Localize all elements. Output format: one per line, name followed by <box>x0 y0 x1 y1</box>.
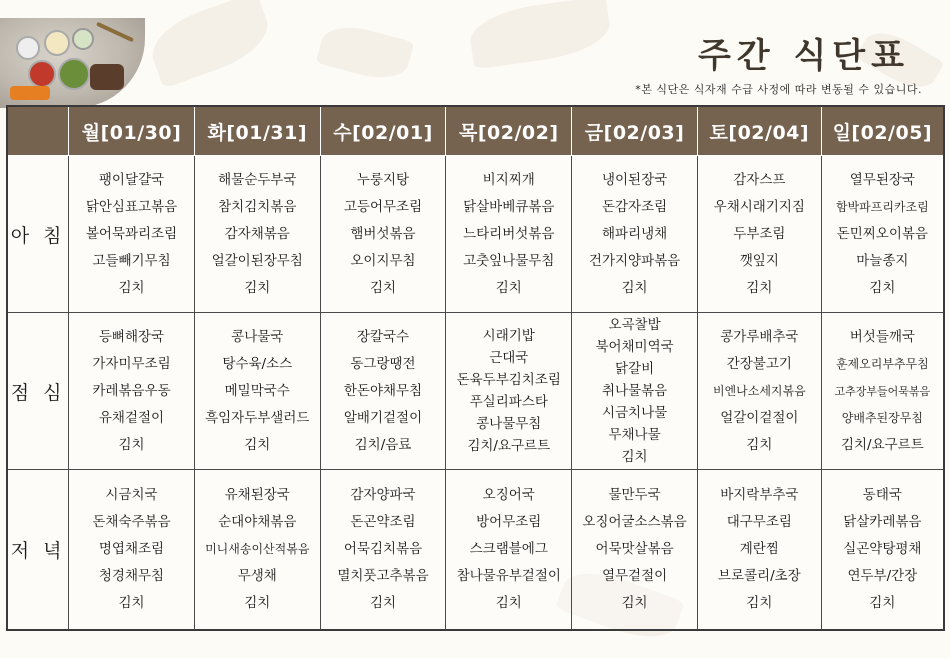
menu-item: 고추장부들어묵볶음 <box>834 384 931 398</box>
menu-item: 무채나물 <box>608 427 661 443</box>
menu-item: 흑임자두부샐러드 <box>205 409 310 426</box>
meal-row-lunch <box>7 313 944 470</box>
menu-item: 등뼈해장국 <box>98 328 165 345</box>
page-title: 주간 식단표 <box>697 36 910 76</box>
menu-item: 누룽지탕 <box>356 171 410 188</box>
menu-cell <box>320 470 446 630</box>
menu-cell <box>446 313 572 470</box>
menu-item: 김치 <box>869 279 896 296</box>
menu-item: 김치 <box>369 594 397 611</box>
menu-item: 닭안심표고볶음 <box>85 198 178 215</box>
menu-item: 바지락부추국 <box>720 486 799 503</box>
meal-label: 아 침 <box>7 156 69 313</box>
menu-cell <box>697 156 821 313</box>
menu-cell <box>697 470 821 630</box>
background-leaf <box>316 19 415 86</box>
menu-item: 어묵맛살볶음 <box>595 540 674 557</box>
menu-item: 가자미무조림 <box>92 355 171 372</box>
menu-cell <box>821 470 944 630</box>
menu-cell <box>572 313 698 470</box>
header-corner <box>7 106 69 156</box>
menu-item: 김치 <box>118 594 145 611</box>
menu-item: 돈채숙주볶음 <box>92 513 171 530</box>
menu-item: 대구무조림 <box>726 513 792 530</box>
menu-cell <box>69 313 195 470</box>
menu-item: 김치 <box>869 594 896 611</box>
menu-item: 방어무조림 <box>476 513 542 530</box>
menu-item: 순대야채볶음 <box>218 513 297 530</box>
food-plate-image <box>0 18 145 108</box>
notice-text: *본 식단은 식자재 수급 사정에 따라 변동될 수 있습니다. <box>635 83 922 96</box>
menu-item: 고춧잎나물무침 <box>463 252 555 269</box>
menu-item: 시금치나물 <box>601 405 668 421</box>
menu-item: 김치 <box>621 449 648 465</box>
menu-item: 깻잎지 <box>739 252 779 269</box>
menu-item: 김치 <box>369 279 397 296</box>
weekly-menu-table <box>6 105 945 631</box>
menu-item: 연두부/간장 <box>847 567 918 584</box>
day-header: 목[02/02] <box>446 106 572 156</box>
menu-item: 닭살바베큐볶음 <box>463 198 555 215</box>
background-leaf <box>467 0 613 69</box>
menu-cell <box>194 470 320 630</box>
menu-item: 알배기겉절이 <box>343 409 423 426</box>
menu-item: 멸치풋고추볶음 <box>337 567 429 584</box>
meal-label: 점 심 <box>7 313 69 470</box>
menu-item: 햄버섯볶음 <box>350 225 416 242</box>
menu-item: 해파리냉채 <box>601 225 668 242</box>
menu-item: 실곤약탕평채 <box>843 540 922 557</box>
menu-item: 콩나물국 <box>231 328 284 345</box>
menu-item: 양배추된장무침 <box>841 410 923 425</box>
menu-item: 콩나물무침 <box>476 416 542 432</box>
menu-item: 열무된장국 <box>849 171 915 188</box>
menu-item: 팽이달걀국 <box>98 171 165 188</box>
meal-row-breakfast <box>7 156 944 313</box>
meal-label: 저 녁 <box>7 470 69 630</box>
menu-cell <box>697 313 821 470</box>
menu-item: 김치/요구르트 <box>840 436 924 453</box>
menu-item: 해물순두부국 <box>218 171 297 188</box>
menu-item: 동태국 <box>862 486 902 503</box>
menu-item: 간장불고기 <box>726 355 792 372</box>
menu-item: 콩가루배추국 <box>720 328 799 345</box>
menu-item: 김치 <box>621 594 648 611</box>
menu-item: 참나물유부겉절이 <box>456 567 561 584</box>
menu-item: 스크램블에그 <box>469 540 548 557</box>
menu-item: 고등어무조림 <box>343 198 423 215</box>
menu-item: 무생채 <box>237 567 277 584</box>
menu-item: 미니새송이산적볶음 <box>205 541 310 556</box>
menu-item: 탕수육/소스 <box>222 355 293 372</box>
menu-item: 고들빼기무침 <box>92 252 171 269</box>
menu-item: 냉이된장국 <box>601 171 668 188</box>
menu-item: 어묵김치볶음 <box>343 540 423 557</box>
menu-cell <box>572 470 698 630</box>
menu-item: 푸실리파스타 <box>469 394 548 410</box>
menu-item: 물만두국 <box>608 486 661 503</box>
menu-item: 두부조림 <box>733 225 786 242</box>
menu-item: 비엔나소세지볶음 <box>712 383 806 398</box>
day-header: 토[02/04] <box>697 106 821 156</box>
menu-item: 김치 <box>244 279 271 296</box>
menu-item: 감자양파국 <box>350 486 416 503</box>
day-header: 월[01/30] <box>69 106 195 156</box>
menu-item: 감자스프 <box>733 171 786 188</box>
menu-item: 열무겉절이 <box>601 567 668 584</box>
menu-item: 건가지양파볶음 <box>588 252 681 269</box>
day-header: 금[02/03] <box>572 106 698 156</box>
menu-cell <box>194 313 320 470</box>
menu-item: 얼갈이겉절이 <box>720 409 799 426</box>
menu-item: 참치김치볶음 <box>218 198 297 215</box>
menu-item: 김치 <box>746 594 773 611</box>
menu-cell <box>821 156 944 313</box>
menu-item: 북어채미역국 <box>595 339 674 355</box>
menu-item: 취나물볶음 <box>601 383 668 399</box>
menu-item: 김치/음료 <box>354 436 412 453</box>
menu-cell <box>69 470 195 630</box>
menu-item: 버섯들깨국 <box>849 328 915 345</box>
menu-item: 청경채무침 <box>98 567 165 584</box>
day-header: 수[02/01] <box>320 106 446 156</box>
menu-item: 오이지무침 <box>350 252 416 269</box>
menu-item: 시래기밥 <box>482 328 535 344</box>
day-header: 화[01/31] <box>194 106 320 156</box>
menu-cell <box>194 156 320 313</box>
menu-cell <box>446 156 572 313</box>
menu-item: 돈민찌오이볶음 <box>836 225 928 242</box>
menu-item: 얼갈이된장무침 <box>211 252 303 269</box>
menu-item: 마늘종지 <box>856 252 909 269</box>
day-header-row <box>7 106 944 156</box>
menu-item: 김치/요구르트 <box>467 438 551 454</box>
menu-item: 김치 <box>495 594 522 611</box>
menu-item: 명엽채조림 <box>98 540 165 557</box>
menu-item: 김치 <box>118 436 145 453</box>
menu-item: 오징어굴소스볶음 <box>582 513 687 530</box>
menu-item: 유채된장국 <box>224 486 290 503</box>
menu-item: 오곡찰밥 <box>608 317 661 333</box>
menu-cell <box>320 313 446 470</box>
menu-item: 김치 <box>495 279 522 296</box>
menu-item: 감자채볶음 <box>224 225 290 242</box>
menu-item: 김치 <box>746 436 773 453</box>
menu-cell <box>821 313 944 470</box>
menu-item: 유채겉절이 <box>98 409 165 426</box>
menu-item: 김치 <box>244 436 271 453</box>
menu-item: 근대국 <box>489 350 529 366</box>
menu-item: 함박파프리카조림 <box>835 199 929 214</box>
menu-item: 김치 <box>746 279 773 296</box>
menu-item: 한돈야채무침 <box>343 382 423 399</box>
menu-item: 느타리버섯볶음 <box>463 225 555 242</box>
menu-item: 동그랑땡전 <box>350 355 416 372</box>
menu-cell <box>320 156 446 313</box>
menu-item: 우채시래기지짐 <box>713 198 805 215</box>
day-header: 일[02/05] <box>821 106 944 156</box>
menu-item: 김치 <box>118 279 145 296</box>
menu-cell <box>572 156 698 313</box>
menu-item: 김치 <box>244 594 271 611</box>
background-leaf <box>143 0 276 89</box>
meal-row-dinner <box>7 470 944 630</box>
menu-cell <box>69 156 195 313</box>
menu-item: 브로콜리/초장 <box>717 567 801 584</box>
menu-item: 돈곤약조림 <box>350 513 416 530</box>
menu-item: 오징어국 <box>482 486 535 503</box>
menu-item: 볼어묵꽈리조림 <box>85 225 178 242</box>
menu-item: 계란찜 <box>739 540 779 557</box>
menu-item: 닭갈비 <box>615 361 655 377</box>
menu-item: 돈육두부김치조림 <box>456 372 561 388</box>
menu-item: 닭살카레볶음 <box>843 513 922 530</box>
menu-item: 메밀막국수 <box>224 382 290 399</box>
menu-item: 돈감자조림 <box>601 198 668 215</box>
menu-item: 시금치국 <box>105 486 158 503</box>
menu-item: 훈제오리부추무침 <box>835 356 929 371</box>
menu-cell <box>446 470 572 630</box>
menu-item: 김치 <box>621 279 648 296</box>
menu-item: 카레볶음우동 <box>92 382 171 399</box>
menu-item: 장칼국수 <box>356 328 410 345</box>
menu-item: 비지찌개 <box>482 171 535 188</box>
